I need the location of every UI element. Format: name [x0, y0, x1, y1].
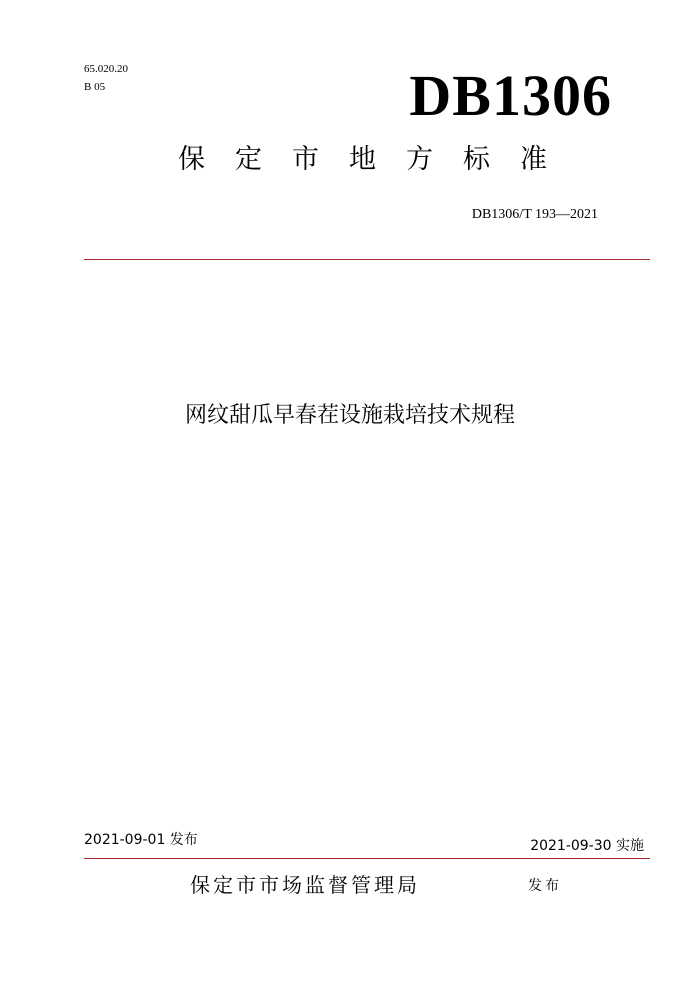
- standard-logo: DB1306: [409, 63, 612, 128]
- standard-type: 保定市地方标准: [178, 144, 577, 175]
- bottom-divider: [84, 858, 650, 859]
- top-divider: [84, 259, 650, 260]
- document-title: 网纹甜瓜早春茬设施栽培技术规程: [184, 403, 515, 428]
- ics-code: 65.020.20: [84, 63, 128, 75]
- issued-label: 发布: [528, 878, 562, 894]
- implement-date: 2021-09-30 实施: [530, 838, 644, 854]
- ccs-code: B 05: [84, 81, 106, 93]
- publish-date: 2021-09-01 发布: [84, 832, 198, 848]
- standard-number: DB1306/T 193—2021: [471, 207, 598, 222]
- issuing-authority: 保定市市场监督管理局: [190, 873, 420, 897]
